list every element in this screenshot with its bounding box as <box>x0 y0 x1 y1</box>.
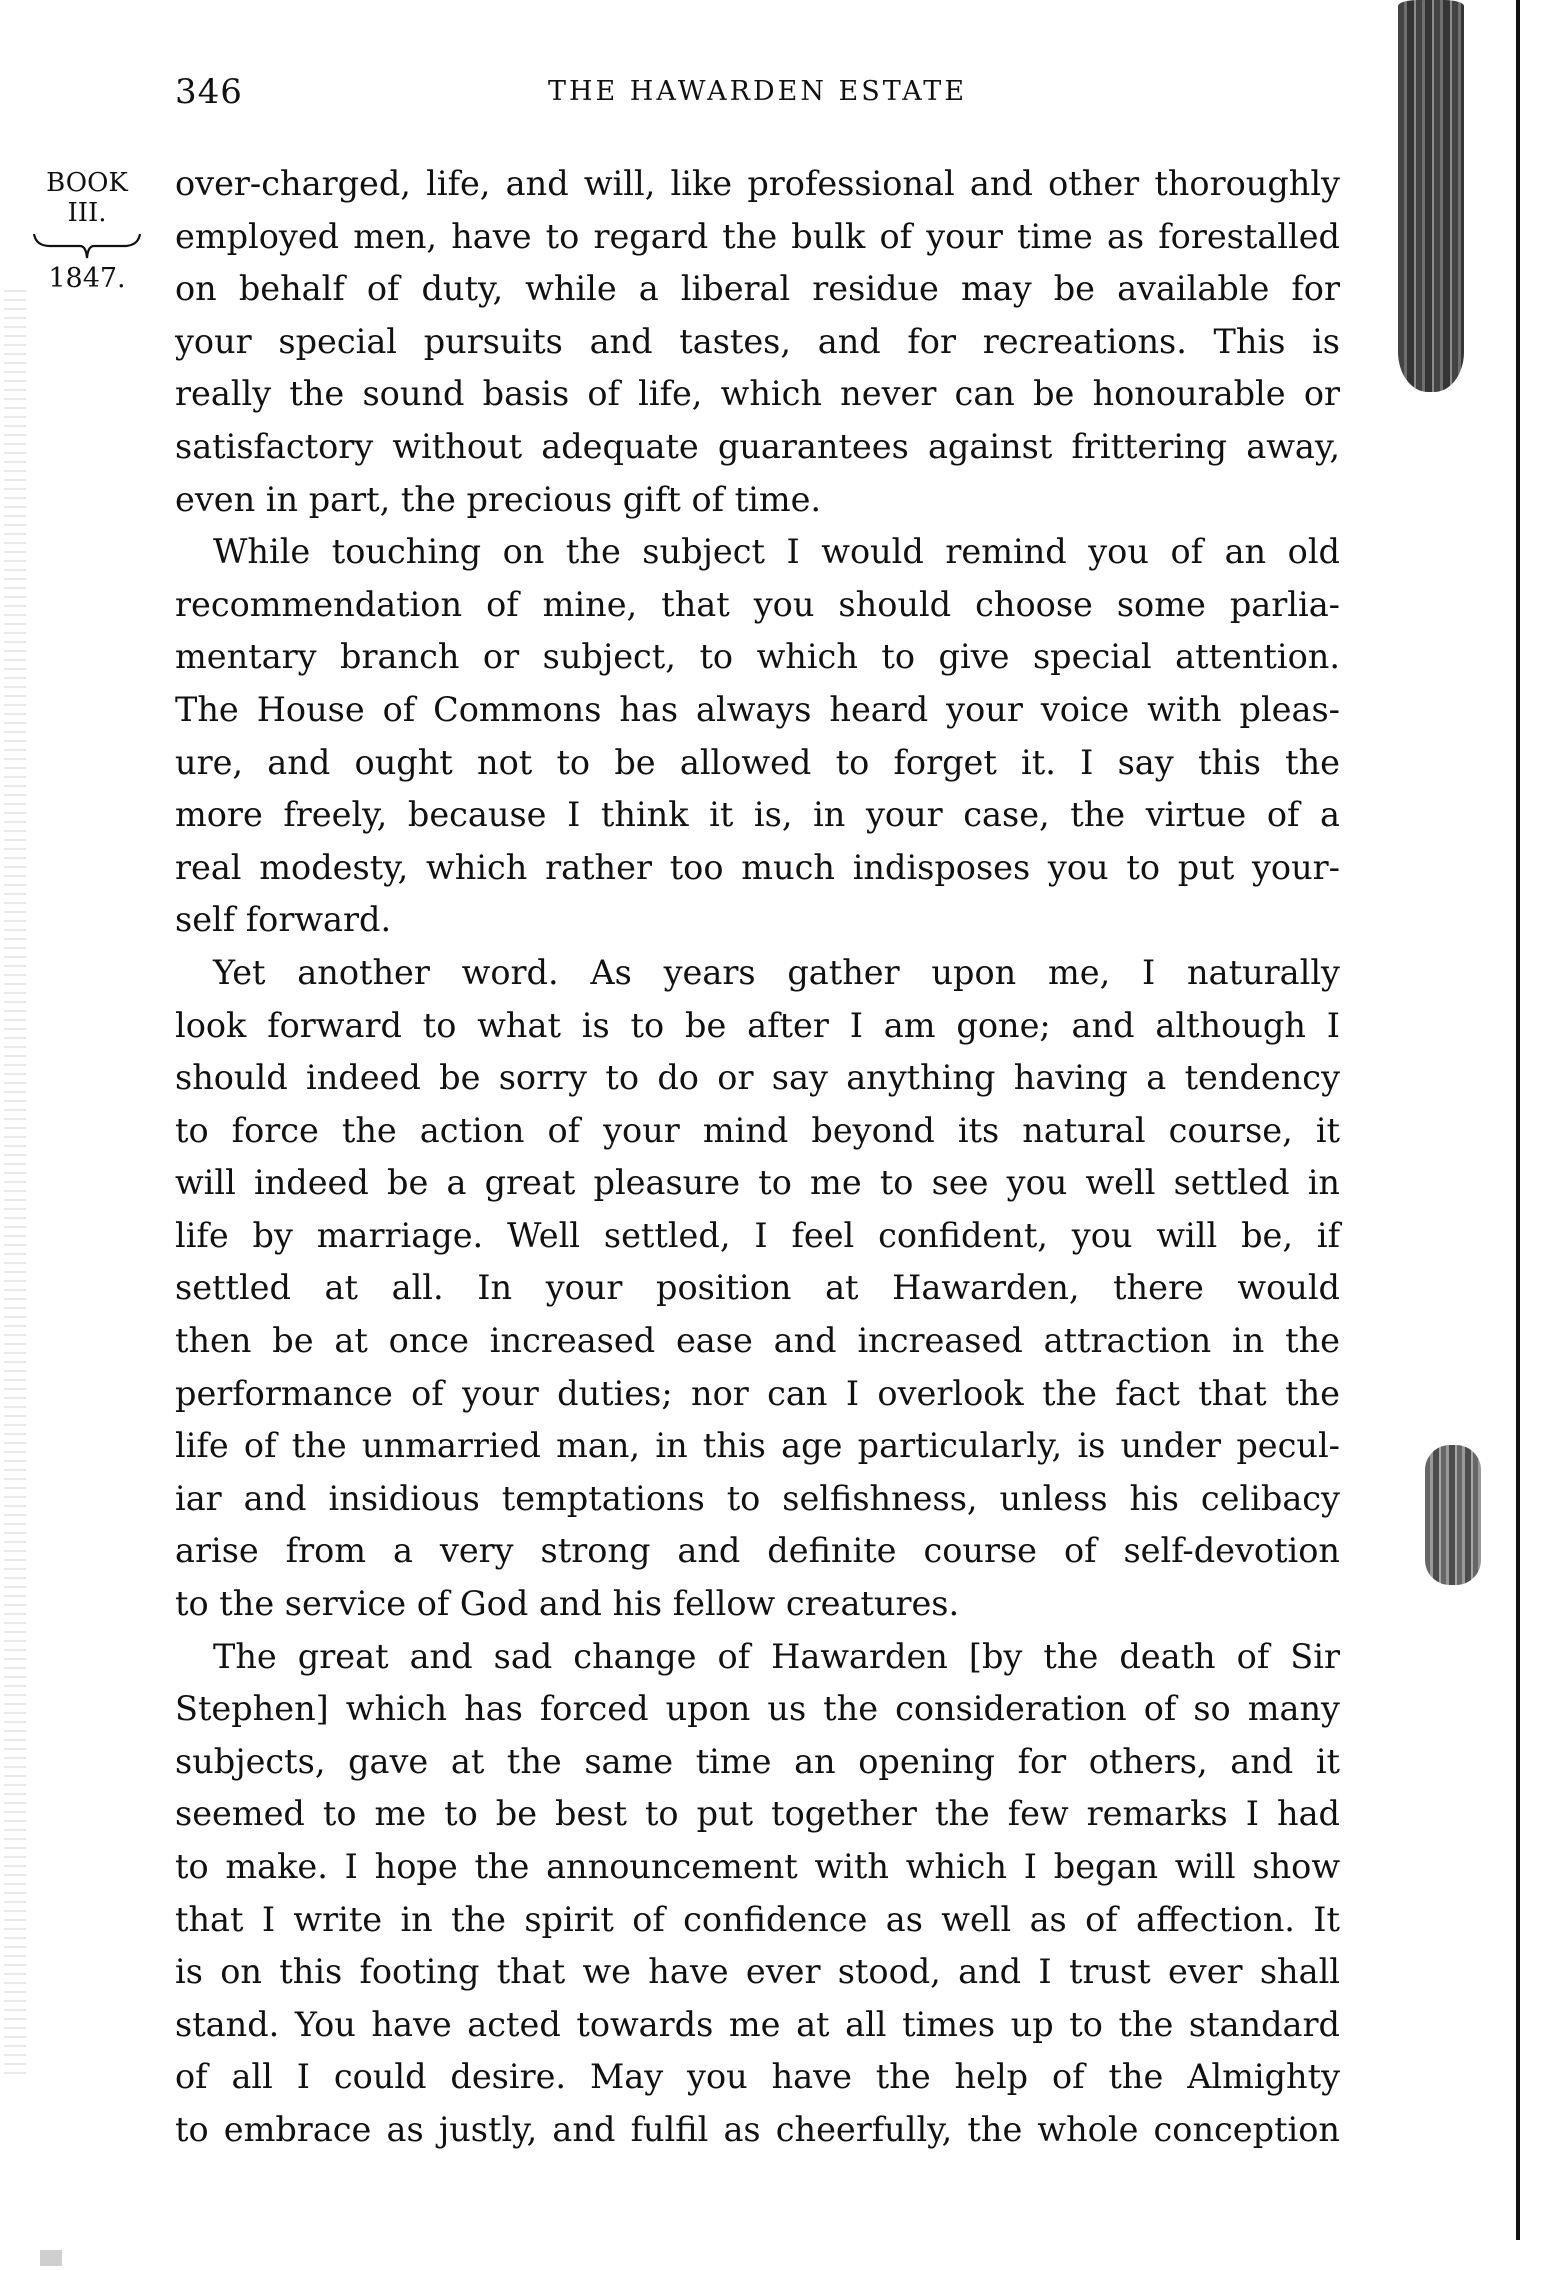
body-text <box>175 158 1340 2157</box>
text-line: to the service of God and his fellow creatures. <box>175 1584 960 1624</box>
text-line: The House of Commons has always heard your voice with pleas- <box>175 689 1340 729</box>
text-line: Yet another word. As years gather upon me, I naturally <box>213 952 1340 992</box>
text-line: recommendation of mine, that you should choose some parlia- <box>175 584 1340 624</box>
paragraph <box>175 526 1340 947</box>
text-line: then be at once increased ease and increased attraction in the <box>175 1321 1340 1361</box>
text-line: While touching on the subject I would remind you of an old <box>213 532 1340 572</box>
page-number: 346 <box>175 72 243 112</box>
text-line: to embrace as justly, and fulfil as cheerfully, the whole conception <box>175 2109 1340 2149</box>
scan-binding-shadow-top <box>1398 0 1464 392</box>
text-line: more freely, because I think it is, in your case, the virtue of a <box>175 795 1340 835</box>
text-line: performance of your duties; nor can I overlook the fact that the <box>175 1373 1340 1413</box>
text-line: even in part, the precious gift of time. <box>175 479 822 519</box>
book-label: BOOK <box>46 168 128 198</box>
text-line: mentary branch or subject, to which to give special attention. <box>175 637 1340 677</box>
text-line: on behalf of duty, while a liberal residue may be available for <box>175 269 1340 309</box>
book-number: III. <box>67 198 107 228</box>
text-line: seemed to me to be best to put together the few remarks I had <box>175 1794 1340 1834</box>
text-line: ure, and ought not to be allowed to forget it. I say this the <box>175 742 1340 782</box>
page-header <box>175 72 1340 116</box>
text-line: that I write in the spirit of confidence as well as of affection. It <box>175 1899 1340 1939</box>
text-line: employed men, have to regard the bulk of your time as forestalled <box>175 216 1340 256</box>
text-line: settled at all. In your position at Hawarden, there would <box>175 1268 1340 1308</box>
margin-year: 1847. <box>48 263 126 294</box>
text-line: arise from a very strong and definite course of self-devotion <box>175 1531 1340 1571</box>
text-line: your special pursuits and tastes, and for recreations. This is <box>175 321 1340 361</box>
text-line: satisfactory without adequate guarantees against frittering away, <box>175 426 1340 466</box>
text-line: is on this footing that we have ever stood, and I trust ever shall <box>175 1952 1340 1992</box>
paragraph <box>175 947 1340 1631</box>
text-line: real modesty, which rather too much indisposes you to put your- <box>175 847 1340 887</box>
text-line: self forward. <box>175 900 392 940</box>
scan-binding-shadow-middle <box>1425 1445 1481 1585</box>
text-line: Stephen] which has forced upon us the consideration of so many <box>175 1689 1340 1729</box>
page-edge-line <box>1516 0 1520 2240</box>
text-line: over-charged, life, and will, like professional and other thoroughly <box>175 164 1340 203</box>
text-line: stand. You have acted towards me at all times up to the standard <box>175 2004 1340 2044</box>
scan-corner-mark <box>40 2250 62 2266</box>
text-line: life by marriage. Well settled, I feel confident, you will be, if <box>175 1215 1340 1255</box>
text-line: really the sound basis of life, which never can be honourable or <box>175 374 1340 414</box>
text-line: look forward to what is to be after I am gone; and although I <box>175 1005 1340 1045</box>
margin-note <box>28 168 146 294</box>
text-line: subjects, gave at the same time an opening for others, and it <box>175 1741 1340 1781</box>
text-line: of all I could desire. May you have the help of the Almighty <box>175 2057 1340 2097</box>
text-line: to force the action of your mind beyond its natural course, it <box>175 1110 1340 1150</box>
text-line: will indeed be a great pleasure to me to see you well settled in <box>175 1163 1340 1203</box>
text-line: should indeed be sorry to do or say anything having a tendency <box>175 1058 1340 1098</box>
brace-icon <box>28 232 146 262</box>
running-head: THE HAWARDEN ESTATE <box>547 76 968 107</box>
paragraph <box>175 158 1340 526</box>
text-line: life of the unmarried man, in this age particularly, is under pecul- <box>175 1426 1340 1466</box>
text-line: to make. I hope the announcement with which I began will show <box>175 1847 1340 1886</box>
paragraph <box>175 1631 1340 2157</box>
text-line: The great and sad change of Hawarden [by the death of Sir <box>213 1636 1340 1676</box>
scan-left-speckle <box>4 290 26 2080</box>
text-line: iar and insidious temptations to selfishness, unless his celibacy <box>175 1478 1340 1518</box>
